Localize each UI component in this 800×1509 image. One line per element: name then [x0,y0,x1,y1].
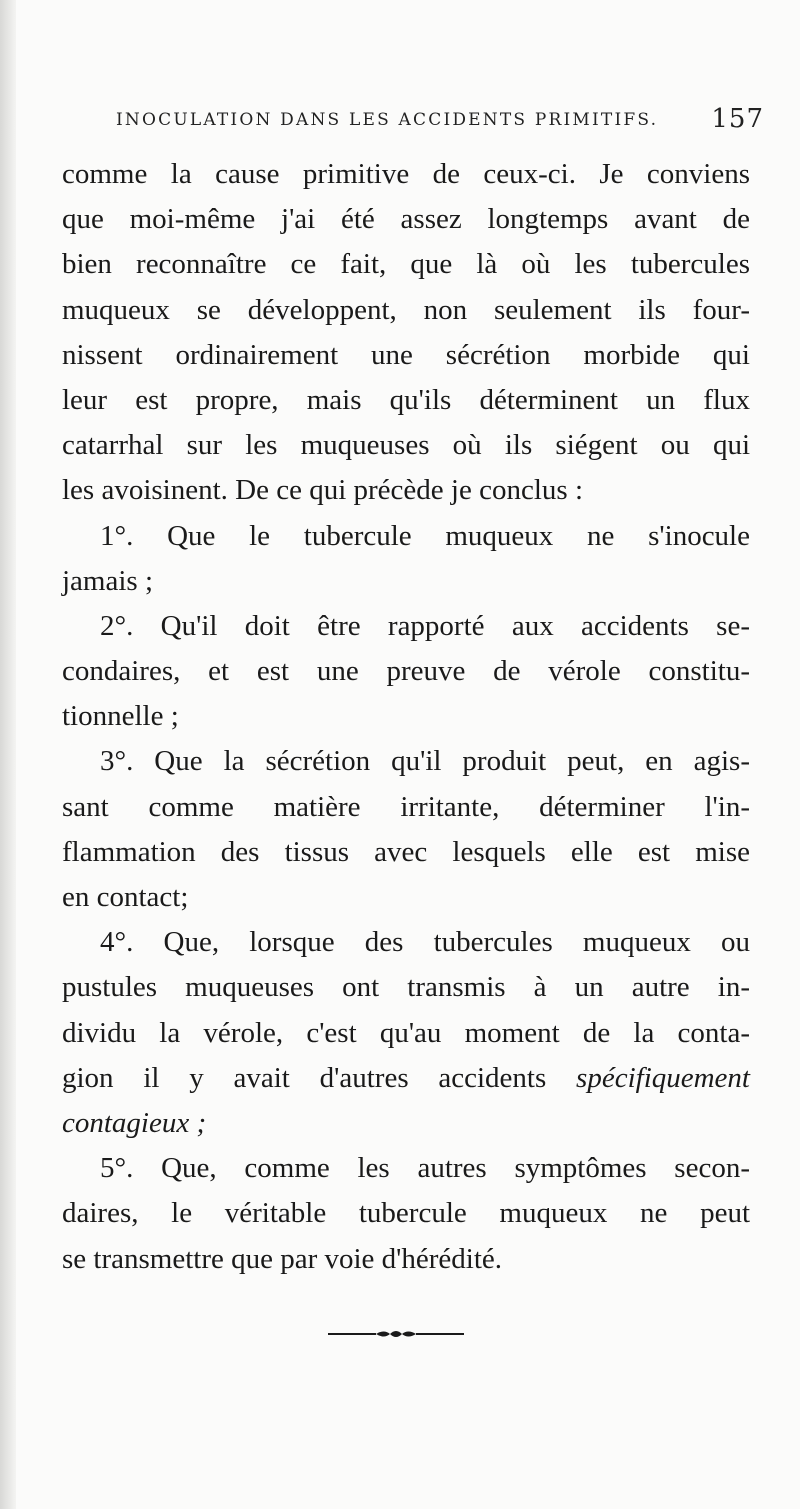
text-line: condaires, et est une preuve de vérole constitu- [62,655,750,688]
text-line: daires, le véritable tubercule muqueux ne peut [62,1197,750,1230]
page-number: 157 [711,104,764,134]
list-item-first-line: 1°. Que le tubercule muqueux ne s'inocule [100,519,750,552]
text-line: pustules muqueuses ont transmis à un autre in- [62,971,750,1004]
list-item-first-line: 3°. Que la sécrétion qu'il produit peut, en agis- [100,745,750,778]
text-line: bien reconnaître ce fait, que là où les tubercules [62,248,750,281]
text-segment: gion il y avait d'autres accidents [62,1061,547,1094]
list-item-first-line: 4°. Que, lorsque des tubercules muqueux ou [100,926,750,959]
text-line: flammation des tissus avec lesquels elle est mise [62,835,750,868]
page-gutter-shadow [0,0,16,1509]
running-title: INOCULATION DANS LES ACCIDENTS PRIMITIFS. [116,110,659,130]
list-item-first-line: 5°. Que, comme les autres symptômes secon- [100,1152,750,1185]
text-line: que moi-même j'ai été assez longtemps avant de [62,203,750,236]
text-line: leur est propre, mais qu'ils déterminent un flux [62,383,750,416]
text-line: tionnelle ; [62,700,179,733]
italic-text-line: contagieux ; [62,1106,207,1139]
text-line: jamais ; [62,564,154,597]
body-text [62,152,750,1282]
text-line [62,1056,750,1101]
running-header [116,104,764,136]
text-line: comme la cause primitive de ceux-ci. Je conviens [62,158,750,190]
text-line: se transmettre que par voie d'hérédité. [62,1242,503,1275]
italic-text-segment: spécifiquement [576,1061,750,1094]
list-item-first-line: 2°. Qu'il doit être rapporté aux accidents se- [100,609,750,642]
text-line: en contact; [62,881,189,913]
text-line: les avoisinent. De ce qui précède je conclus : [62,474,583,507]
text-line: nissent ordinairement une sécrétion morbide qui [62,338,750,371]
text-line: sant comme matière irritante, déterminer l'in- [62,790,750,823]
tailpiece-rule-ornament-icon [328,1327,464,1341]
text-line: catarrhal sur les muqueuses où ils siégent ou qui [62,429,750,462]
text-line: muqueux se développent, non seulement ils four- [62,293,750,326]
text-line: dividu la vérole, c'est qu'au moment de la conta- [62,1016,750,1049]
